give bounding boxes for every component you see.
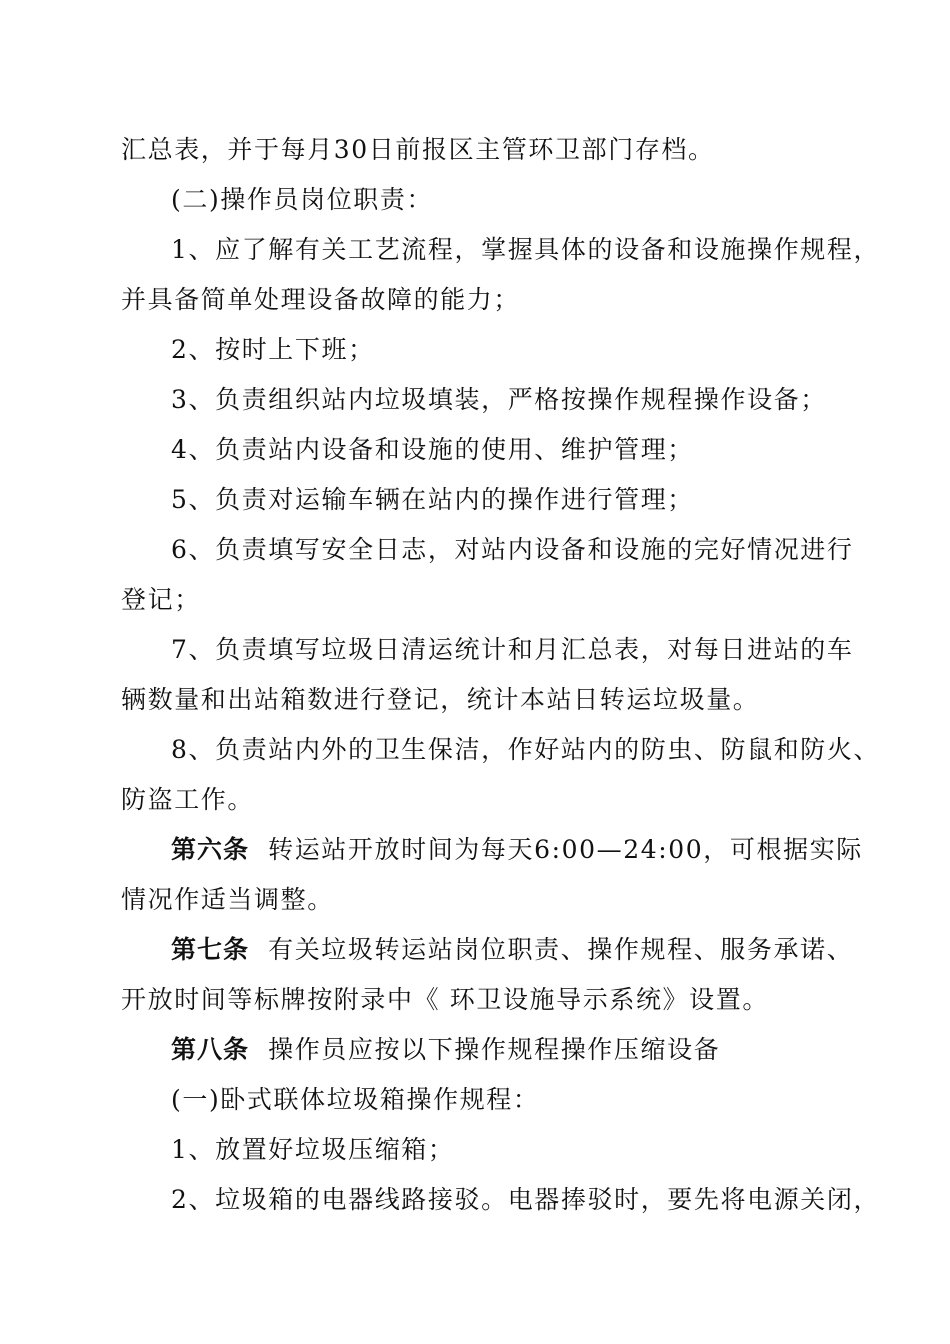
list-item: 2、垃圾箱的电器线路接驳。电器捧驳时，要先将电源关闭， (171, 1185, 881, 1214)
list-item: 6、负责填写安全日志，对站内设备和设施的完好情况进行 (171, 535, 854, 564)
list-item: 2、按时上下班； (171, 335, 375, 364)
article-text: 转运站开放时间为每天6:00—24:00，可根据实际 (268, 835, 863, 864)
article-label: 第八条 (171, 1035, 250, 1064)
list-item: 1、放置好垃圾压缩箱； (171, 1135, 455, 1164)
list-item: 3、负责组织站内垃圾填装，严格按操作规程操作设备； (171, 385, 827, 414)
article-label: 第七条 (171, 935, 250, 964)
section-heading: (二)操作员岗位职责： (171, 185, 434, 214)
text-line: 登记； (121, 585, 201, 614)
text-line: 防盗工作。 (121, 785, 255, 814)
text-line: 开放时间等标牌按附录中《 环卫设施导示系统》设置。 (121, 985, 769, 1014)
article-six (171, 834, 863, 866)
article-text: 有关垃圾转运站岗位职责、操作规程、服务承诺、 (268, 935, 854, 964)
text-line: 并具备简单处理设备故障的能力； (121, 285, 521, 314)
list-item: 4、负责站内设备和设施的使用、维护管理； (171, 435, 694, 464)
text-line: 情况作适当调整。 (121, 885, 334, 914)
article-text: 操作员应按以下操作规程操作压缩设备 (268, 1035, 721, 1064)
article-label: 第六条 (171, 835, 250, 864)
section-heading: (一)卧式联体垃圾箱操作规程： (171, 1085, 540, 1114)
list-item: 5、负责对运输车辆在站内的操作进行管理； (171, 485, 694, 514)
text-line: 汇总表，并于每月30日前报区主管环卫部门存档。 (121, 135, 715, 164)
list-item: 7、负责填写垃圾日清运统计和月汇总表，对每日进站的车 (171, 635, 854, 664)
text-line: 辆数量和出站箱数进行登记，统计本站日转运垃圾量。 (121, 685, 760, 714)
list-item: 1、应了解有关工艺流程，掌握具体的设备和设施操作规程， (171, 235, 881, 264)
list-item: 8、负责站内外的卫生保洁，作好站内的防虫、防鼠和防火、 (171, 735, 881, 764)
article-seven (171, 934, 854, 966)
article-eight (171, 1034, 833, 1066)
